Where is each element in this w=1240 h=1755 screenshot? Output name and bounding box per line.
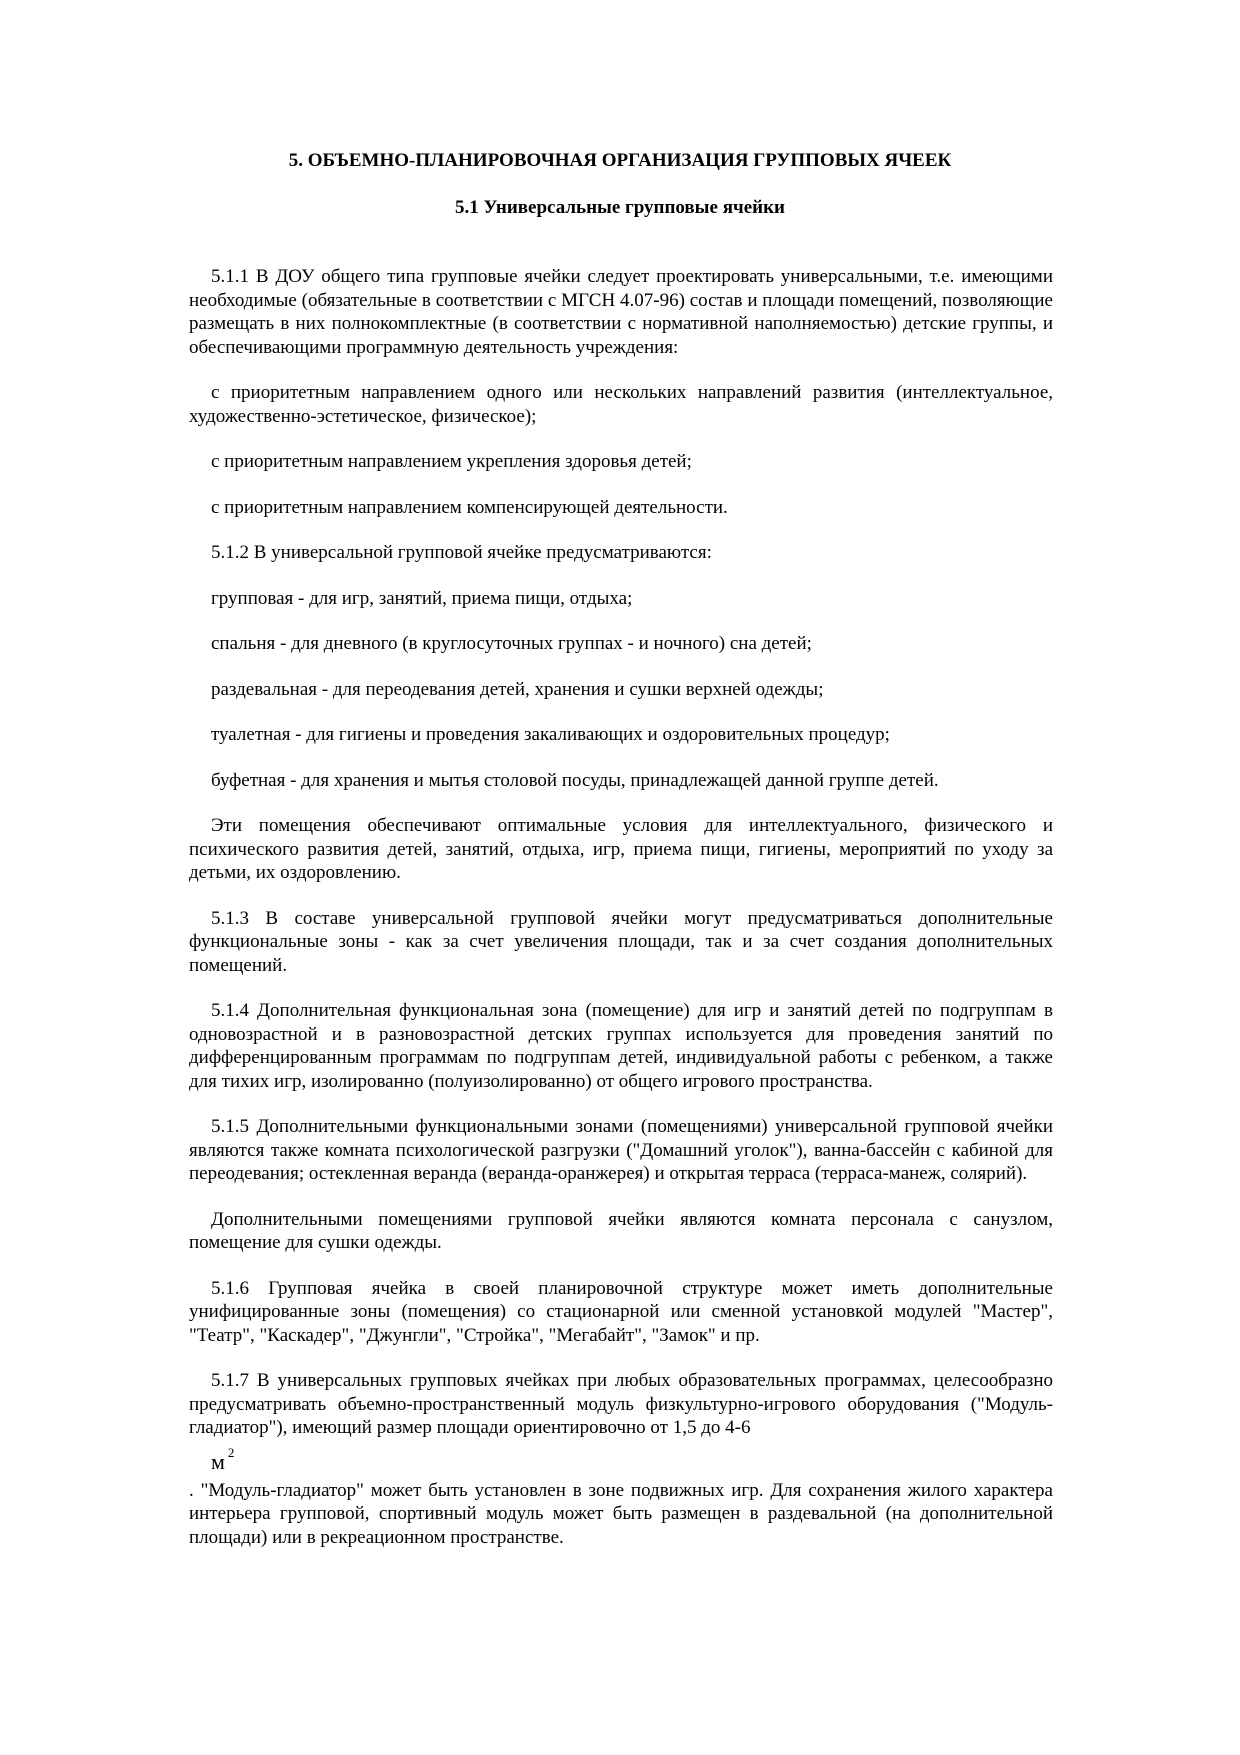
- paragraph-list-item: раздевальная - для переодевания детей, хранения и сушки верхней одежды;: [211, 678, 824, 700]
- paragraph-list-item: с приоритетным направлением компенсирующей деятельности.: [211, 496, 728, 518]
- area-unit: [189, 1438, 1053, 1477]
- paragraph-list-item: с приоритетным направлением укрепления здоровья детей;: [211, 451, 692, 472]
- paragraph-additional-rooms: Дополнительными помещениями групповой ячейки являются комната персонала с санузлом, помещение для сушки одежды.: [189, 1208, 1053, 1253]
- unit-symbol: м: [211, 1448, 225, 1474]
- paragraph-list-item: с приоритетным направлением одного или нескольких направлений развития (интеллектуальное, художественно-эстетическое, физическое);: [189, 382, 1053, 427]
- paragraph-5-1-5: 5.1.5 Дополнительными функциональными зонами (помещениями) универсальной групповой ячейки являются также комната психологической разгрузки ("Домашний уголок"), ванна-бассейн с кабиной для переодевания; остекленная веранда (веранда-оранжерея) и открытая терраса (терраса-манеж, солярий).: [189, 1116, 1053, 1184]
- paragraph-5-1-6: 5.1.6 Групповая ячейка в своей планировочной структуре может иметь дополнительные унифицированные зоны (помещения) со стационарной или сменной установкой модулей "Мастер", "Театр", "Каскадер", "Джунгли", "Стройка", "Мегабайт", "Замок" и пр.: [189, 1277, 1053, 1346]
- paragraph-list-item: групповая - для игр, занятий, приема пищи, отдыха;: [211, 587, 633, 609]
- paragraph-list-item: туалетная - для гигиены и проведения закаливающих и оздоровительных процедур;: [211, 724, 890, 745]
- subsection-title: 5.1 Универсальные групповые ячейки: [455, 197, 785, 218]
- document-body: [189, 265, 1053, 1571]
- paragraph-5-1-3: 5.1.3 В составе универсальной групповой ячейки могут предусматриваться дополнительные функциональные зоны - как за счет увеличения площади, так и за счет создания дополнительных помещений.: [189, 907, 1053, 976]
- paragraph-5-1-7-continued: . "Модуль-гладиатор" может быть установлен в зоне подвижных игр. Для сохранения жилого характера интерьера групповой, спортивный модуль может быть размещен в раздевальной (на дополнительной площади) или в рекреационном пространстве.: [189, 1479, 1053, 1548]
- paragraph-list-item: буфетная - для хранения и мытья столовой посуды, принадлежащей данной группе детей.: [211, 769, 939, 791]
- unit-exponent: 2: [227, 1444, 235, 1460]
- paragraph-5-1-7: 5.1.7 В универсальных групповых ячейках при любых образовательных программах, целесообразно предусматривать объемно-пространственный модуль физкультурно-игрового оборудования ("Модуль-гладиатор"), имеющий размер площади ориентировочно от 1,5 до 4-6: [189, 1370, 1053, 1438]
- paragraph-list-item: спальня - для дневного (в круглосуточных группах - и ночного) сна детей;: [211, 633, 812, 654]
- paragraph-5-1-2: 5.1.2 В универсальной групповой ячейке предусматриваются:: [211, 542, 712, 563]
- section-title: 5. ОБЪЕМНО-ПЛАНИРОВОЧНАЯ ОРГАНИЗАЦИЯ ГРУППОВЫХ ЯЧЕЕК: [288, 150, 952, 171]
- paragraph-5-1-1: 5.1.1 В ДОУ общего типа групповые ячейки следует проектировать универсальными, т.е. имеющими необходимые (обязательные в соответствии с МГСН 4.07-96) состав и площади помещений, позволяющие размещать в них полнокомплектные (в соответствии с нормативной наполняемостью) детские группы, и обеспечивающими программную деятельность учреждения:: [189, 266, 1053, 358]
- paragraph-summary: Эти помещения обеспечивают оптимальные условия для интеллектуального, физического и психического развития детей, занятий, отдыха, игр, приема пищи, гигиены, мероприятий по уходу за детьми, их оздоровлению.: [189, 815, 1053, 883]
- paragraph-5-1-4: 5.1.4 Дополнительная функциональная зона (помещение) для игр и занятий детей по подгруппам в одновозрастной и в разновозрастной детских группах используется для проведения занятий по дифференцированным программам по подгруппам детей, индивидуальной работы с ребенком, а также для тихих игр, изолированно (полуизолированно) от общего игрового пространства.: [189, 1000, 1053, 1092]
